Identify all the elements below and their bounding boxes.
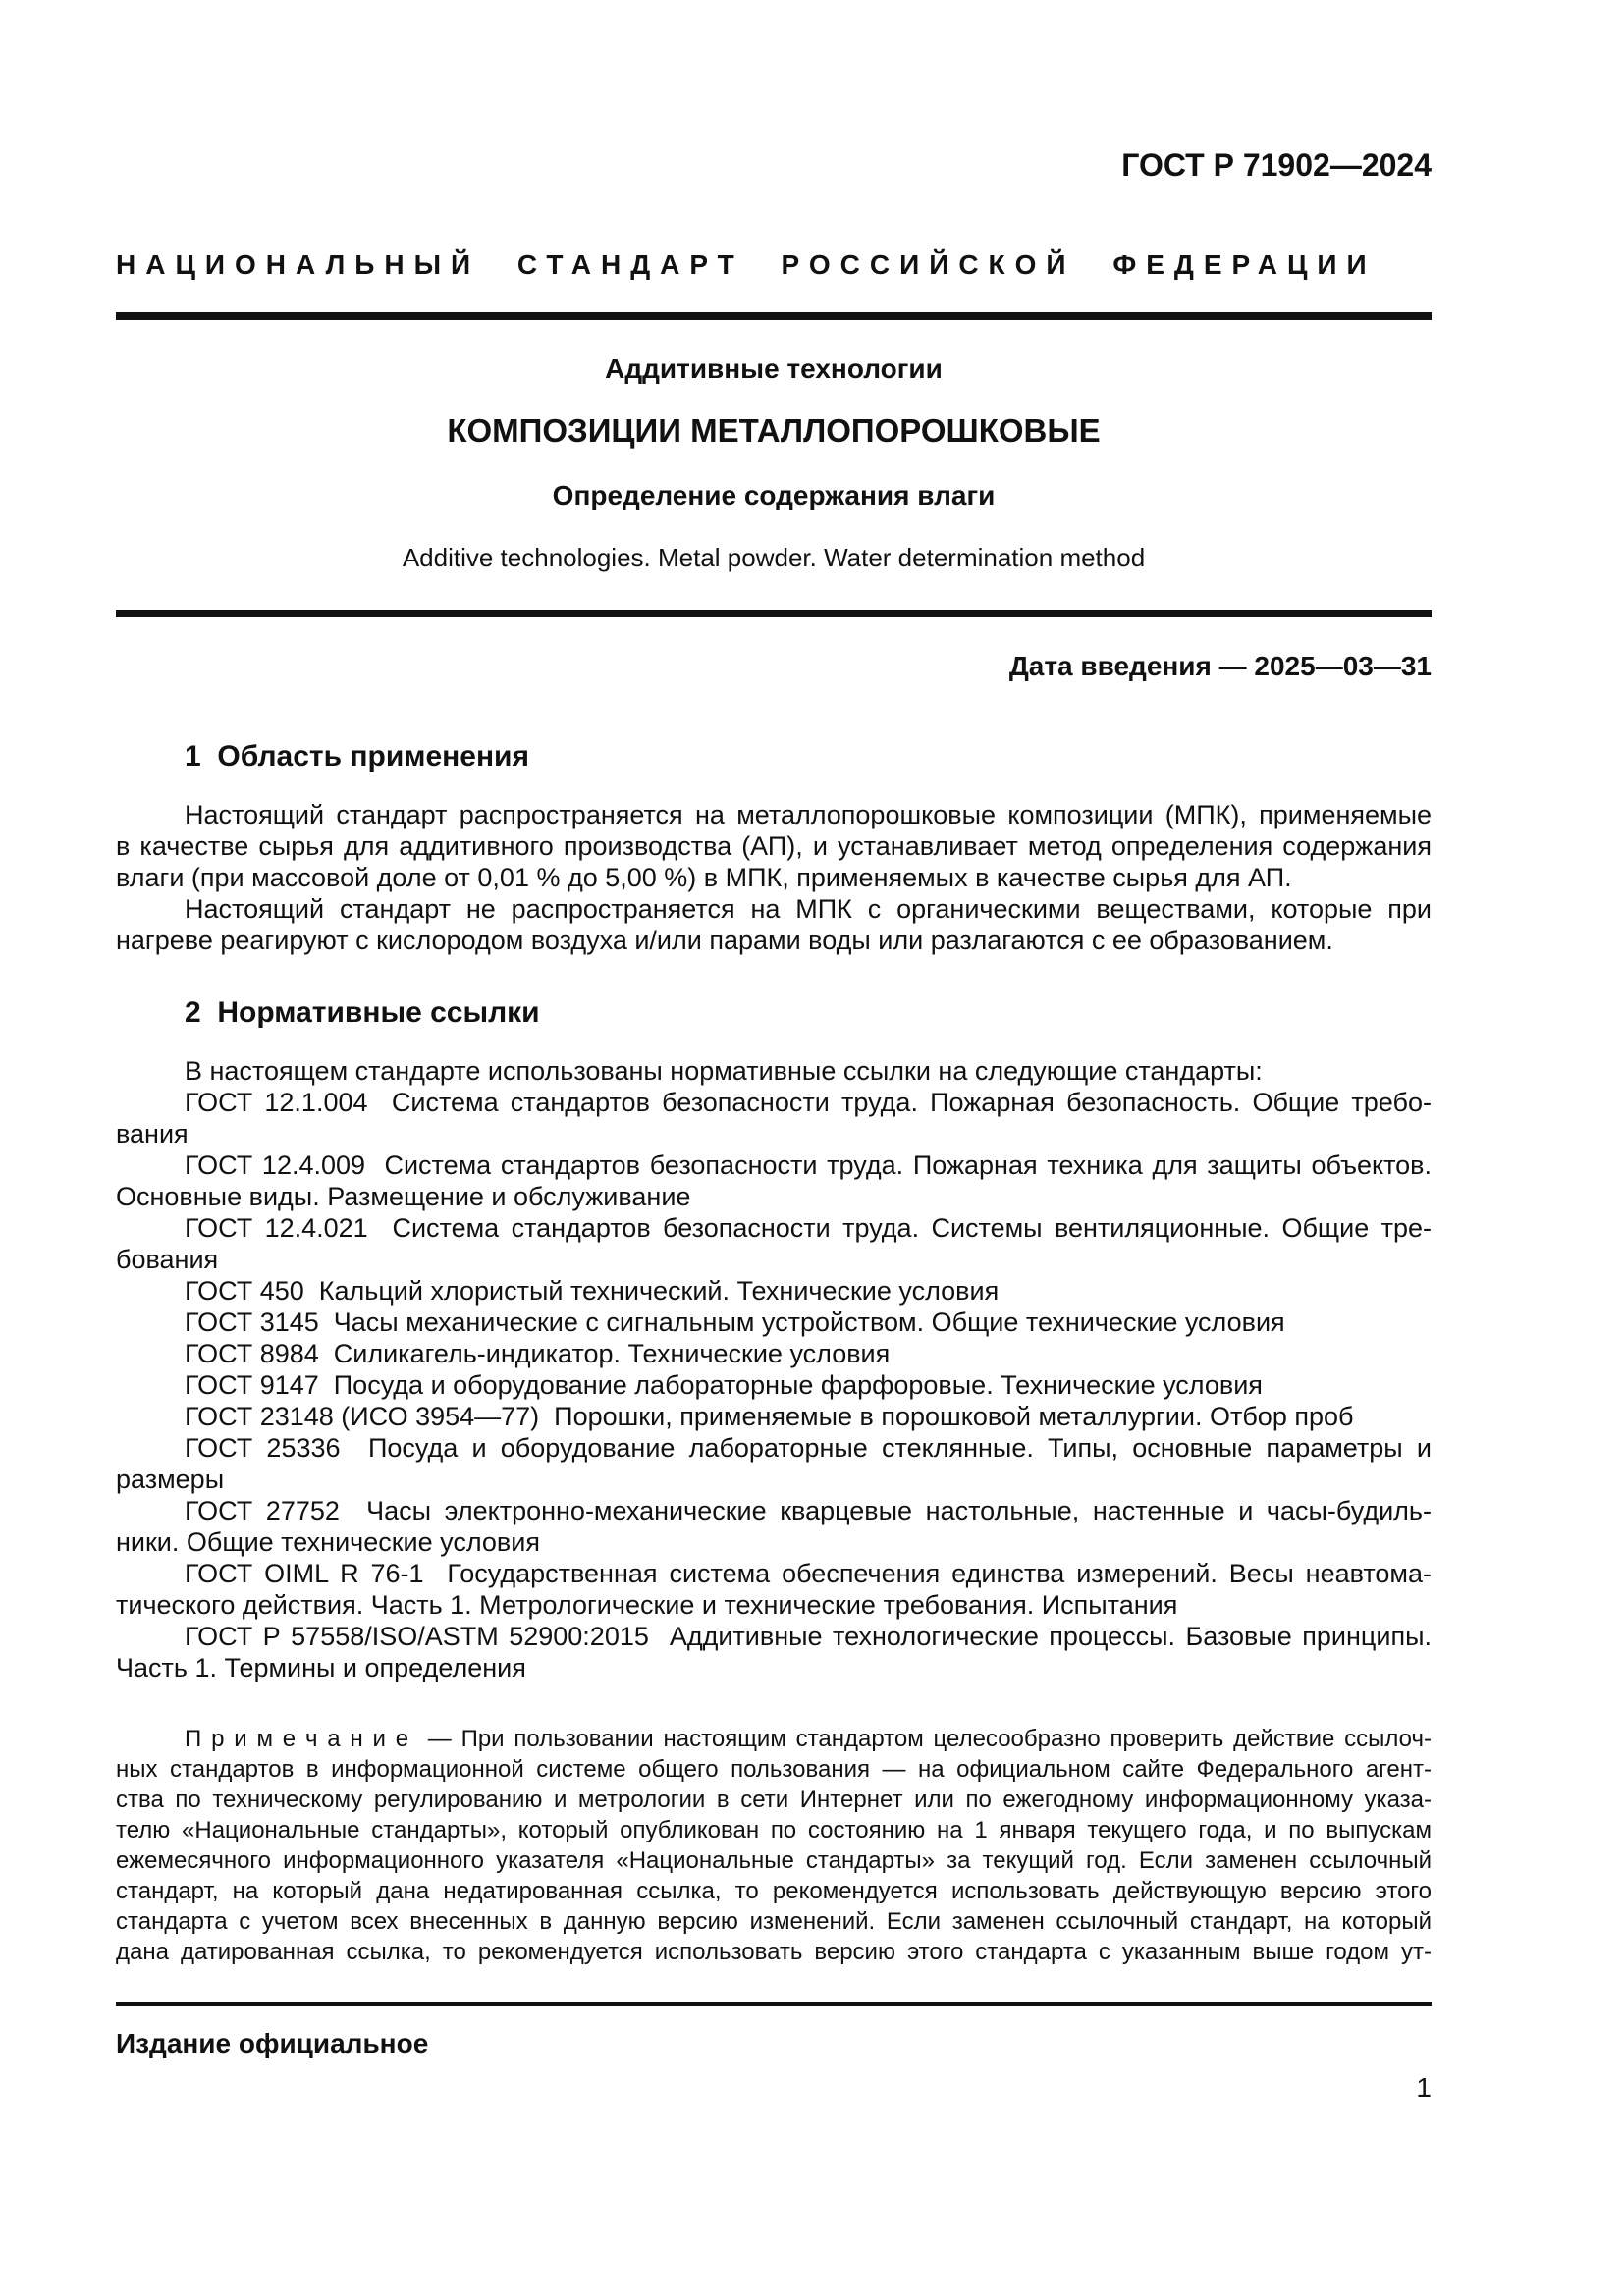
footer-divider (116, 2002, 1432, 2006)
text-line: ства по техническому регулированию и метрологии в сети Интернет или по ежегодному информационному указа- (116, 1787, 1432, 1813)
text-line: ники. Общие технические условия (116, 1527, 540, 1557)
text-line: размеры (116, 1465, 225, 1494)
standard-designation: НАЦИОНАЛЬНЫЙ СТАНДАРТ РОССИЙСКОЙ ФЕДЕРАЦИИ (116, 249, 1377, 280)
text-line: ГОСТ 3145 Часы механические с сигнальным устройством. Общие технические условия (185, 1308, 1285, 1337)
text-line: ГОСТ 12.4.021 Система стандартов безопасности труда. Системы вентиляционные. Общие тре- (185, 1213, 1432, 1243)
paragraph (116, 1432, 1432, 1495)
top-divider (116, 312, 1432, 320)
text-line: ных стандартов в информационной системе общего пользования — на официальном сайте Федерального агент- (116, 1756, 1432, 1783)
paragraph (116, 1055, 1432, 1087)
text-line: ГОСТ 27752 Часы электронно-механические кварцевые настольные, настенные и часы-будиль- (185, 1496, 1432, 1525)
document-body (116, 738, 1432, 1967)
paragraph (116, 1275, 1432, 1307)
text-line: Настоящий стандарт распространяется на металлопорошковые композиции (МПК), применяемые (185, 800, 1432, 829)
text-line: ГОСТ 9147 Посуда и оборудование лабораторные фарфоровые. Технические условия (185, 1370, 1263, 1400)
text-line: В настоящем стандарте использованы нормативные ссылки на следующие стандарты: (185, 1056, 1263, 1086)
text-line: в качестве сырья для аддитивного производства (АП), и устанавливает метод определения содержания (116, 831, 1432, 861)
paragraph (116, 1212, 1432, 1275)
paragraph (116, 799, 1432, 893)
text-line: ГОСТ 12.1.004 Система стандартов безопасности труда. Пожарная безопасность. Общие требо- (185, 1088, 1432, 1117)
title-divider (116, 610, 1432, 617)
paragraph (116, 893, 1432, 956)
paragraph (116, 1149, 1432, 1212)
text-line: П р и м е ч а н и е — При пользовании настоящим стандартом целесообразно проверить действие ссылоч- (185, 1726, 1432, 1752)
text-line: Настоящий стандарт не распространяется на МПК с органическими веществами, которые при (185, 894, 1432, 924)
text-line: ГОСТ 25336 Посуда и оборудование лабораторные стеклянные. Типы, основные параметры и (185, 1433, 1432, 1463)
text-line: ГОСТ 8984 Силикагель-индикатор. Технические условия (185, 1339, 891, 1368)
text-line: телю «Национальные стандарты», который опубликован по состоянию на 1 января текущего года, и по выпускам (116, 1817, 1432, 1843)
text-line: ГОСТ 12.4.009 Система стандартов безопасности труда. Пожарная техника для защиты объектов. (185, 1150, 1432, 1180)
title-domain: Аддитивные технологии (605, 353, 943, 384)
title-main: КОМПОЗИЦИИ МЕТАЛЛОПОРОШКОВЫЕ (447, 412, 1101, 449)
text-line: ГОСТ OIML R 76-1 Государственная система обеспечения единства измерений. Весы неавтома- (185, 1559, 1432, 1588)
paragraph (116, 1558, 1432, 1621)
doc-number: ГОСТ Р 71902—2024 (1121, 147, 1432, 183)
paragraph (116, 1338, 1432, 1369)
paragraph (116, 1495, 1432, 1558)
page-number: 1 (1416, 2072, 1432, 2103)
paragraph (116, 1087, 1432, 1149)
title-subtitle: Определение содержания влаги (552, 480, 996, 510)
section (116, 994, 1432, 1967)
title-english: Additive technologies. Metal powder. Water determination method (402, 543, 1146, 572)
paragraph (116, 1369, 1432, 1401)
text-line: Часть 1. Термины и определения (116, 1653, 526, 1682)
text-line: стандарта с учетом всех внесенных в данную версию изменений. Если заменен ссылочный стандарт, на который (116, 1908, 1432, 1935)
text-line: ежемесячного информационного указателя «Национальные стандарты» за текущий год. Если заменен ссылочный (116, 1847, 1432, 1874)
section-heading: 1 Область применения (185, 740, 530, 773)
paragraph (116, 1621, 1432, 1683)
section-heading: 2 Нормативные ссылки (185, 996, 540, 1029)
text-line: ГОСТ 23148 (ИСО 3954—77) Порошки, применяемые в порошковой металлургии. Отбор проб (185, 1402, 1354, 1431)
text-line: тического действия. Часть 1. Метрологические и технические требования. Испытания (116, 1590, 1178, 1620)
text-line: ГОСТ Р 57558/ISO/ASTM 52900:2015 Аддитивные технологические процессы. Базовые принципы. (185, 1622, 1432, 1651)
edition-label: Издание официальное (116, 2028, 429, 2058)
text-line: ГОСТ 450 Кальций хлористый технический. Технические условия (185, 1276, 1000, 1306)
paragraph (116, 1401, 1432, 1432)
effective-date: Дата введения — 2025—03—31 (1008, 651, 1432, 681)
text-line: влаги (при массовой доле от 0,01 % до 5,00 %) в МПК, применяемых в качестве сырья для АП. (116, 863, 1292, 892)
paragraph (116, 1307, 1432, 1338)
text-line: дана датированная ссылка, то рекомендуется использовать версию этого стандарта с указанным выше годом ут- (116, 1939, 1432, 1965)
text-line: бования (116, 1245, 219, 1274)
text-line: вания (116, 1119, 189, 1148)
text-line: нагреве реагируют с кислородом воздуха и/или парами воды или разлагаются с ее образованием. (116, 926, 1333, 955)
note-paragraph (116, 1724, 1432, 1967)
text-line: Основные виды. Размещение и обслуживание (116, 1182, 691, 1211)
text-line: стандарт, на который дана недатированная ссылка, то рекомендуется использовать действующую версию этого (116, 1878, 1432, 1904)
section (116, 738, 1432, 956)
